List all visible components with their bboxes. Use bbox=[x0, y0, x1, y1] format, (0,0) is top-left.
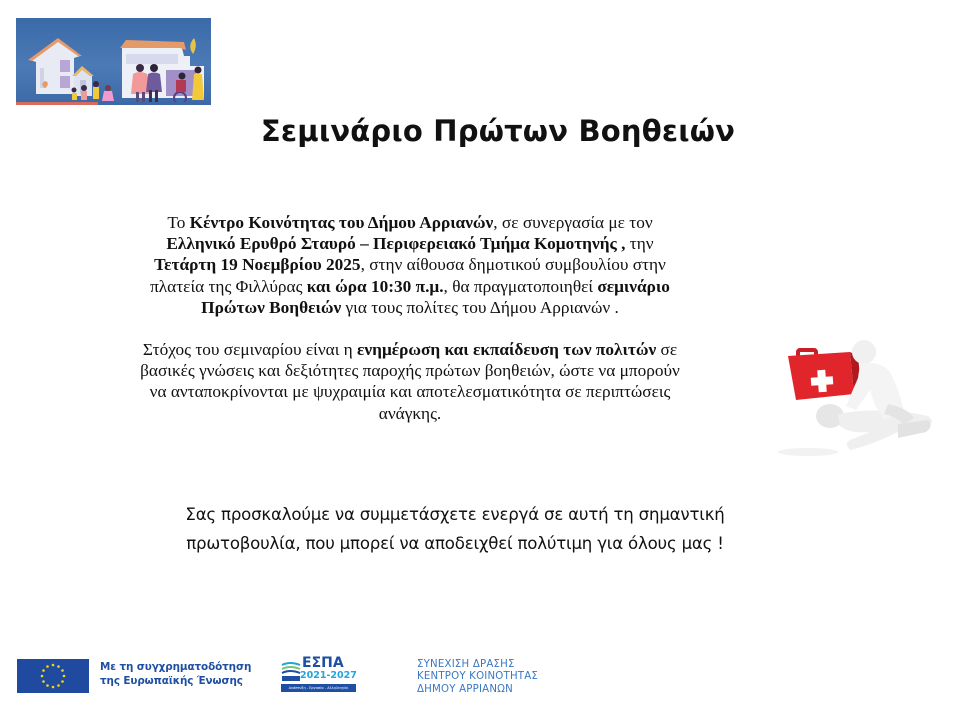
event-time: και ώρα 10:30 π.μ. bbox=[306, 276, 444, 296]
paragraph-event-details bbox=[60, 212, 760, 318]
community-illustration bbox=[16, 18, 211, 105]
event-name-part2: Πρώτων Βοηθειών bbox=[201, 297, 342, 317]
espa-tagline: Ανάπτυξη - Εργασία - Αλληλεγγύη bbox=[281, 684, 356, 692]
first-aid-illustration bbox=[768, 334, 948, 464]
espa-years: 2021-2027 bbox=[300, 670, 357, 681]
program-line-3: ΔΗΜΟΥ ΑΡΡΙΑΝΩΝ bbox=[417, 683, 513, 695]
organizer-name: Κέντρο Κοινότητας του Δήμου Αρριανών bbox=[189, 213, 494, 232]
event-location: πλατεία της Φιλλύρας bbox=[150, 276, 307, 296]
eu-flag-logo bbox=[17, 659, 89, 693]
text-segment: , σε συνεργασία με τον bbox=[493, 213, 653, 232]
espa-title: ΕΣΠΑ bbox=[302, 655, 344, 671]
program-line-2: ΚΕΝΤΡΟΥ ΚΟΙΝΟΤΗΤΑΣ bbox=[417, 671, 539, 683]
event-date: Τετάρτη 19 Νοεμβρίου 2025 bbox=[154, 255, 361, 275]
text-segment: , θα πραγματοποιηθεί bbox=[443, 276, 598, 296]
text-segment: την bbox=[625, 234, 654, 254]
text-segment: , στην αίθουσα δημοτικού συμβουλίου στην bbox=[360, 255, 666, 275]
text-segment: να ανταποκρίνονται με ψυχραιμία και αποτελεσματικότητα σε περιπτώσεις bbox=[149, 382, 671, 402]
text-segment: Στόχος του σεμιναρίου είναι η bbox=[142, 340, 358, 360]
program-title bbox=[417, 659, 617, 696]
paragraph-gap bbox=[60, 318, 760, 339]
eu-cofunding-line-1: Με τη συγχρηματοδότηση bbox=[100, 661, 252, 673]
paragraph-seminar-goal bbox=[60, 339, 760, 424]
text-segment: ανάγκης. bbox=[378, 403, 442, 423]
announcement-body bbox=[60, 212, 760, 424]
eu-cofunding-text bbox=[100, 661, 270, 688]
houses-family-icon bbox=[16, 18, 211, 105]
eu-stars-icon bbox=[17, 659, 89, 693]
program-line-1: ΣΥΝΕΧΙΣΗ ΔΡΑΣΗΣ bbox=[417, 659, 515, 670]
text-segment: βασικές γνώσεις και δεξιότητες παροχής πρώτων βοηθειών, ώστε να μπορούν bbox=[140, 361, 680, 381]
goal-highlight: ενημέρωση και εκπαίδευση των πολιτών bbox=[357, 340, 657, 360]
page-title: Σεμινάριο Πρώτων Βοηθειών bbox=[260, 114, 736, 148]
text-segment: για τους πολίτες του Δήμου Αρριανών . bbox=[341, 297, 619, 317]
text-segment: σε bbox=[656, 340, 678, 360]
cpr-first-aid-kit-icon bbox=[768, 334, 948, 464]
accent-bar bbox=[16, 102, 98, 105]
invitation-line-2: πρωτοβουλία, που μπορεί να αποδειχθεί πολύτιμη για όλους μας ! bbox=[186, 534, 724, 553]
text-segment: Το bbox=[167, 213, 190, 232]
invitation-line-1: Σας προσκαλούμε να συμμετάσχετε ενεργά σε αυτή τη σημαντική bbox=[185, 505, 725, 524]
partner-name: Ελληνικό Ερυθρό Σταυρό – Περιφερειακό Τμήμα Κομοτηνής , bbox=[166, 234, 626, 254]
eu-cofunding-line-2: της Ευρωπαϊκής Ένωσης bbox=[100, 674, 243, 687]
invitation-text bbox=[60, 500, 850, 558]
event-name-part1: σεμινάριο bbox=[597, 276, 670, 296]
